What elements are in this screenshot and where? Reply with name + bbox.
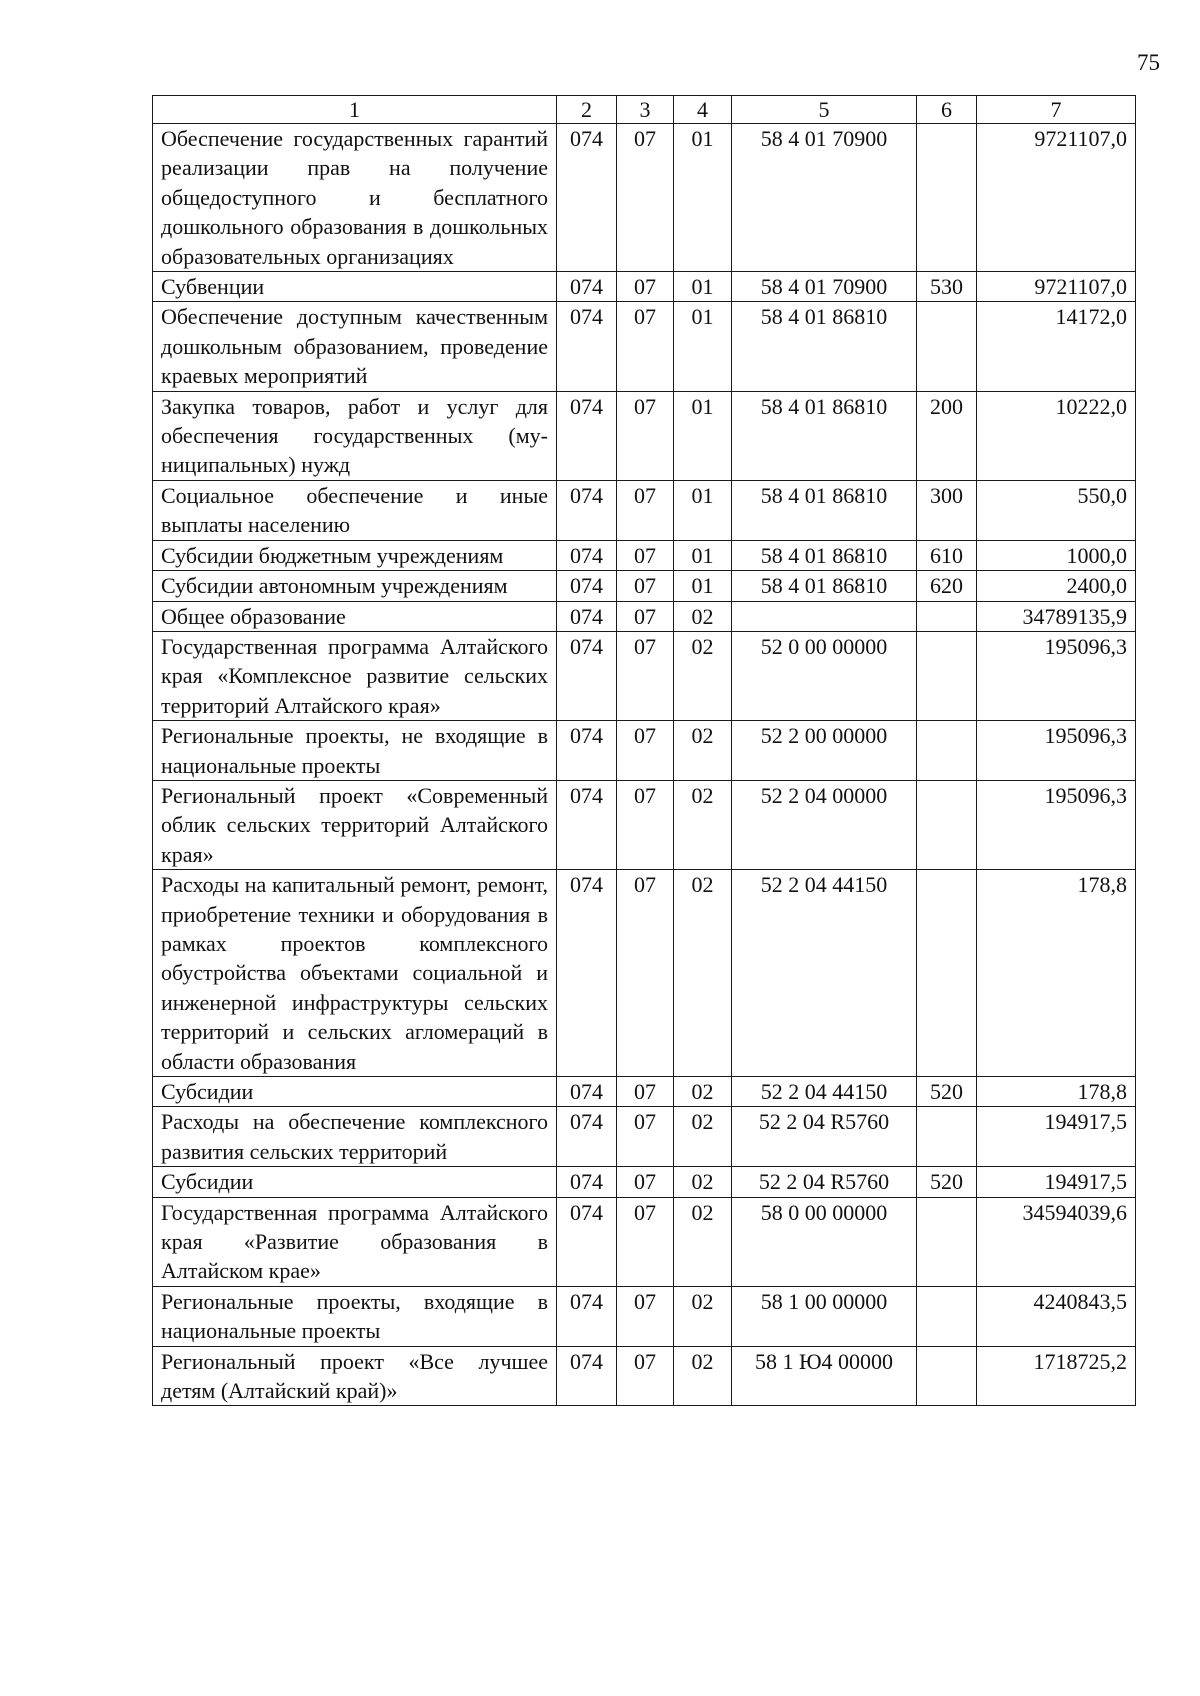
row-amount: 14172,0 — [977, 302, 1136, 391]
row-name: Расходы на обеспечение комплексного развития сельских территорий — [153, 1107, 557, 1167]
row-name: Государственная программа Алтайского края «Комплексное развитие сельских территорий Алтайского края» — [153, 631, 557, 720]
row-expense-type — [917, 631, 977, 720]
header-col-7: 7 — [977, 96, 1136, 124]
row-grbs-code: 074 — [557, 272, 617, 302]
row-target-article: 58 4 01 70900 — [732, 124, 917, 272]
row-target-article: 58 4 01 86810 — [732, 391, 917, 480]
row-name: Региональные проекты, входящие в национальные проекты — [153, 1286, 557, 1346]
header-col-3: 3 — [617, 96, 674, 124]
row-name: Региональные проекты, не входящие в национальные проекты — [153, 721, 557, 781]
row-section-code: 07 — [617, 124, 674, 272]
header-col-6: 6 — [917, 96, 977, 124]
row-subsection-code: 01 — [674, 272, 732, 302]
header-row — [153, 96, 1136, 124]
row-expense-type — [917, 1107, 977, 1167]
row-name: Расходы на капитальный ремонт, ремонт, приобретение техники и оборудования в рамках проектов комплексного обустройства объектами социальной и инженерной инфраструктуры сельских территорий и сельских агломераций в области образования — [153, 870, 557, 1077]
row-name: Государственная программа Алтайского края «Развитие образования в Алтайском крае» — [153, 1197, 557, 1286]
row-section-code: 07 — [617, 1346, 674, 1406]
row-target-article: 52 0 00 00000 — [732, 631, 917, 720]
table-row — [153, 1107, 1136, 1167]
row-section-code: 07 — [617, 1107, 674, 1167]
row-expense-type — [917, 601, 977, 631]
row-grbs-code: 074 — [557, 124, 617, 272]
table-header — [153, 96, 1136, 124]
header-col-1: 1 — [153, 96, 557, 124]
row-grbs-code: 074 — [557, 1167, 617, 1197]
row-section-code: 07 — [617, 1077, 674, 1107]
row-amount: 2400,0 — [977, 571, 1136, 601]
row-name: Обеспечение доступным качественным дошкольным образованием, проведение краевых мероприятий — [153, 302, 557, 391]
row-name: Субвенции — [153, 272, 557, 302]
row-expense-type — [917, 1286, 977, 1346]
table-body — [153, 124, 1136, 1406]
row-amount: 10222,0 — [977, 391, 1136, 480]
row-expense-type: 610 — [917, 540, 977, 570]
row-section-code: 07 — [617, 1286, 674, 1346]
row-subsection-code: 01 — [674, 124, 732, 272]
row-target-article: 58 0 00 00000 — [732, 1197, 917, 1286]
row-subsection-code: 02 — [674, 780, 732, 869]
row-grbs-code: 074 — [557, 601, 617, 631]
row-subsection-code: 02 — [674, 1167, 732, 1197]
row-grbs-code: 074 — [557, 571, 617, 601]
row-target-article: 58 4 01 86810 — [732, 571, 917, 601]
row-name: Обеспечение государственных гарантий реализации прав на получение общедоступного и бесплатного дошкольного образования в дошкольных образовательных организациях — [153, 124, 557, 272]
row-section-code: 07 — [617, 601, 674, 631]
table-row — [153, 1167, 1136, 1197]
row-subsection-code: 02 — [674, 1107, 732, 1167]
row-amount: 194917,5 — [977, 1107, 1136, 1167]
row-expense-type: 300 — [917, 480, 977, 540]
table-row — [153, 1077, 1136, 1107]
row-subsection-code: 01 — [674, 540, 732, 570]
row-name: Региональный проект «Все лучшее детям (Алтайский край)» — [153, 1346, 557, 1406]
row-subsection-code: 02 — [674, 601, 732, 631]
header-col-5: 5 — [732, 96, 917, 124]
table-row — [153, 601, 1136, 631]
table-row — [153, 124, 1136, 272]
row-section-code: 07 — [617, 1167, 674, 1197]
row-amount: 9721107,0 — [977, 272, 1136, 302]
row-name: Субсидии бюджетным учреждениям — [153, 540, 557, 570]
table-row — [153, 302, 1136, 391]
row-amount: 194917,5 — [977, 1167, 1136, 1197]
row-name: Общее образование — [153, 601, 557, 631]
row-expense-type: 620 — [917, 571, 977, 601]
row-expense-type: 200 — [917, 391, 977, 480]
row-expense-type: 530 — [917, 272, 977, 302]
table-row — [153, 480, 1136, 540]
row-target-article: 58 4 01 86810 — [732, 480, 917, 540]
table-row — [153, 1346, 1136, 1406]
row-expense-type — [917, 1346, 977, 1406]
row-grbs-code: 074 — [557, 1077, 617, 1107]
row-subsection-code: 02 — [674, 631, 732, 720]
row-name: Субсидии — [153, 1077, 557, 1107]
row-target-article — [732, 601, 917, 631]
row-target-article: 52 2 00 00000 — [732, 721, 917, 781]
row-grbs-code: 074 — [557, 1107, 617, 1167]
row-expense-type — [917, 721, 977, 781]
header-col-4: 4 — [674, 96, 732, 124]
row-expense-type — [917, 870, 977, 1077]
row-grbs-code: 074 — [557, 721, 617, 781]
budget-table — [152, 95, 1136, 1406]
row-grbs-code: 074 — [557, 1286, 617, 1346]
row-amount: 178,8 — [977, 870, 1136, 1077]
row-subsection-code: 02 — [674, 1286, 732, 1346]
row-section-code: 07 — [617, 480, 674, 540]
row-name: Социальное обеспечение и иные выплаты населению — [153, 480, 557, 540]
row-grbs-code: 074 — [557, 631, 617, 720]
row-amount: 34594039,6 — [977, 1197, 1136, 1286]
row-section-code: 07 — [617, 780, 674, 869]
table-row — [153, 272, 1136, 302]
row-grbs-code: 074 — [557, 1197, 617, 1286]
row-amount: 9721107,0 — [977, 124, 1136, 272]
row-subsection-code: 02 — [674, 1197, 732, 1286]
table-row — [153, 721, 1136, 781]
row-grbs-code: 074 — [557, 480, 617, 540]
row-grbs-code: 074 — [557, 870, 617, 1077]
table-row — [153, 870, 1136, 1077]
row-target-article: 58 4 01 86810 — [732, 540, 917, 570]
row-target-article: 58 1 Ю4 00000 — [732, 1346, 917, 1406]
row-amount: 4240843,5 — [977, 1286, 1136, 1346]
row-amount: 1000,0 — [977, 540, 1136, 570]
row-expense-type — [917, 1197, 977, 1286]
row-name: Субсидии — [153, 1167, 557, 1197]
row-section-code: 07 — [617, 721, 674, 781]
row-target-article: 52 2 04 44150 — [732, 1077, 917, 1107]
header-col-2: 2 — [557, 96, 617, 124]
row-section-code: 07 — [617, 1197, 674, 1286]
row-expense-type: 520 — [917, 1167, 977, 1197]
row-grbs-code: 074 — [557, 1346, 617, 1406]
row-section-code: 07 — [617, 870, 674, 1077]
row-target-article: 52 2 04 R5760 — [732, 1107, 917, 1167]
row-section-code: 07 — [617, 571, 674, 601]
table-row — [153, 1286, 1136, 1346]
row-grbs-code: 074 — [557, 540, 617, 570]
row-expense-type — [917, 302, 977, 391]
row-expense-type — [917, 780, 977, 869]
row-subsection-code: 01 — [674, 480, 732, 540]
row-name: Субсидии автономным учреждениям — [153, 571, 557, 601]
row-subsection-code: 02 — [674, 870, 732, 1077]
row-grbs-code: 074 — [557, 780, 617, 869]
table-row — [153, 1197, 1136, 1286]
table-row — [153, 571, 1136, 601]
row-subsection-code: 02 — [674, 1346, 732, 1406]
row-target-article: 52 2 04 44150 — [732, 870, 917, 1077]
table-row — [153, 631, 1136, 720]
row-target-article: 58 4 01 86810 — [732, 302, 917, 391]
row-section-code: 07 — [617, 272, 674, 302]
page-number: 75 — [1137, 50, 1160, 75]
row-section-code: 07 — [617, 391, 674, 480]
row-amount: 178,8 — [977, 1077, 1136, 1107]
row-amount: 550,0 — [977, 480, 1136, 540]
row-section-code: 07 — [617, 631, 674, 720]
row-subsection-code: 01 — [674, 571, 732, 601]
row-target-article: 58 4 01 70900 — [732, 272, 917, 302]
row-expense-type — [917, 124, 977, 272]
row-amount: 34789135,9 — [977, 601, 1136, 631]
row-section-code: 07 — [617, 302, 674, 391]
row-subsection-code: 01 — [674, 302, 732, 391]
row-amount: 1718725,2 — [977, 1346, 1136, 1406]
row-amount: 195096,3 — [977, 721, 1136, 781]
table-row — [153, 391, 1136, 480]
row-target-article: 52 2 04 00000 — [732, 780, 917, 869]
row-subsection-code: 02 — [674, 1077, 732, 1107]
row-amount: 195096,3 — [977, 631, 1136, 720]
row-amount: 195096,3 — [977, 780, 1136, 869]
row-target-article: 58 1 00 00000 — [732, 1286, 917, 1346]
row-grbs-code: 074 — [557, 302, 617, 391]
row-section-code: 07 — [617, 540, 674, 570]
row-subsection-code: 01 — [674, 391, 732, 480]
table-row — [153, 540, 1136, 570]
row-name: Закупка товаров, работ и услуг для обеспечения государственных (муниципальных) нужд — [153, 391, 557, 480]
row-expense-type: 520 — [917, 1077, 977, 1107]
row-subsection-code: 02 — [674, 721, 732, 781]
row-grbs-code: 074 — [557, 391, 617, 480]
table-row — [153, 780, 1136, 869]
row-target-article: 52 2 04 R5760 — [732, 1167, 917, 1197]
row-name: Региональный проект «Современный облик сельских территорий Алтайского края» — [153, 780, 557, 869]
